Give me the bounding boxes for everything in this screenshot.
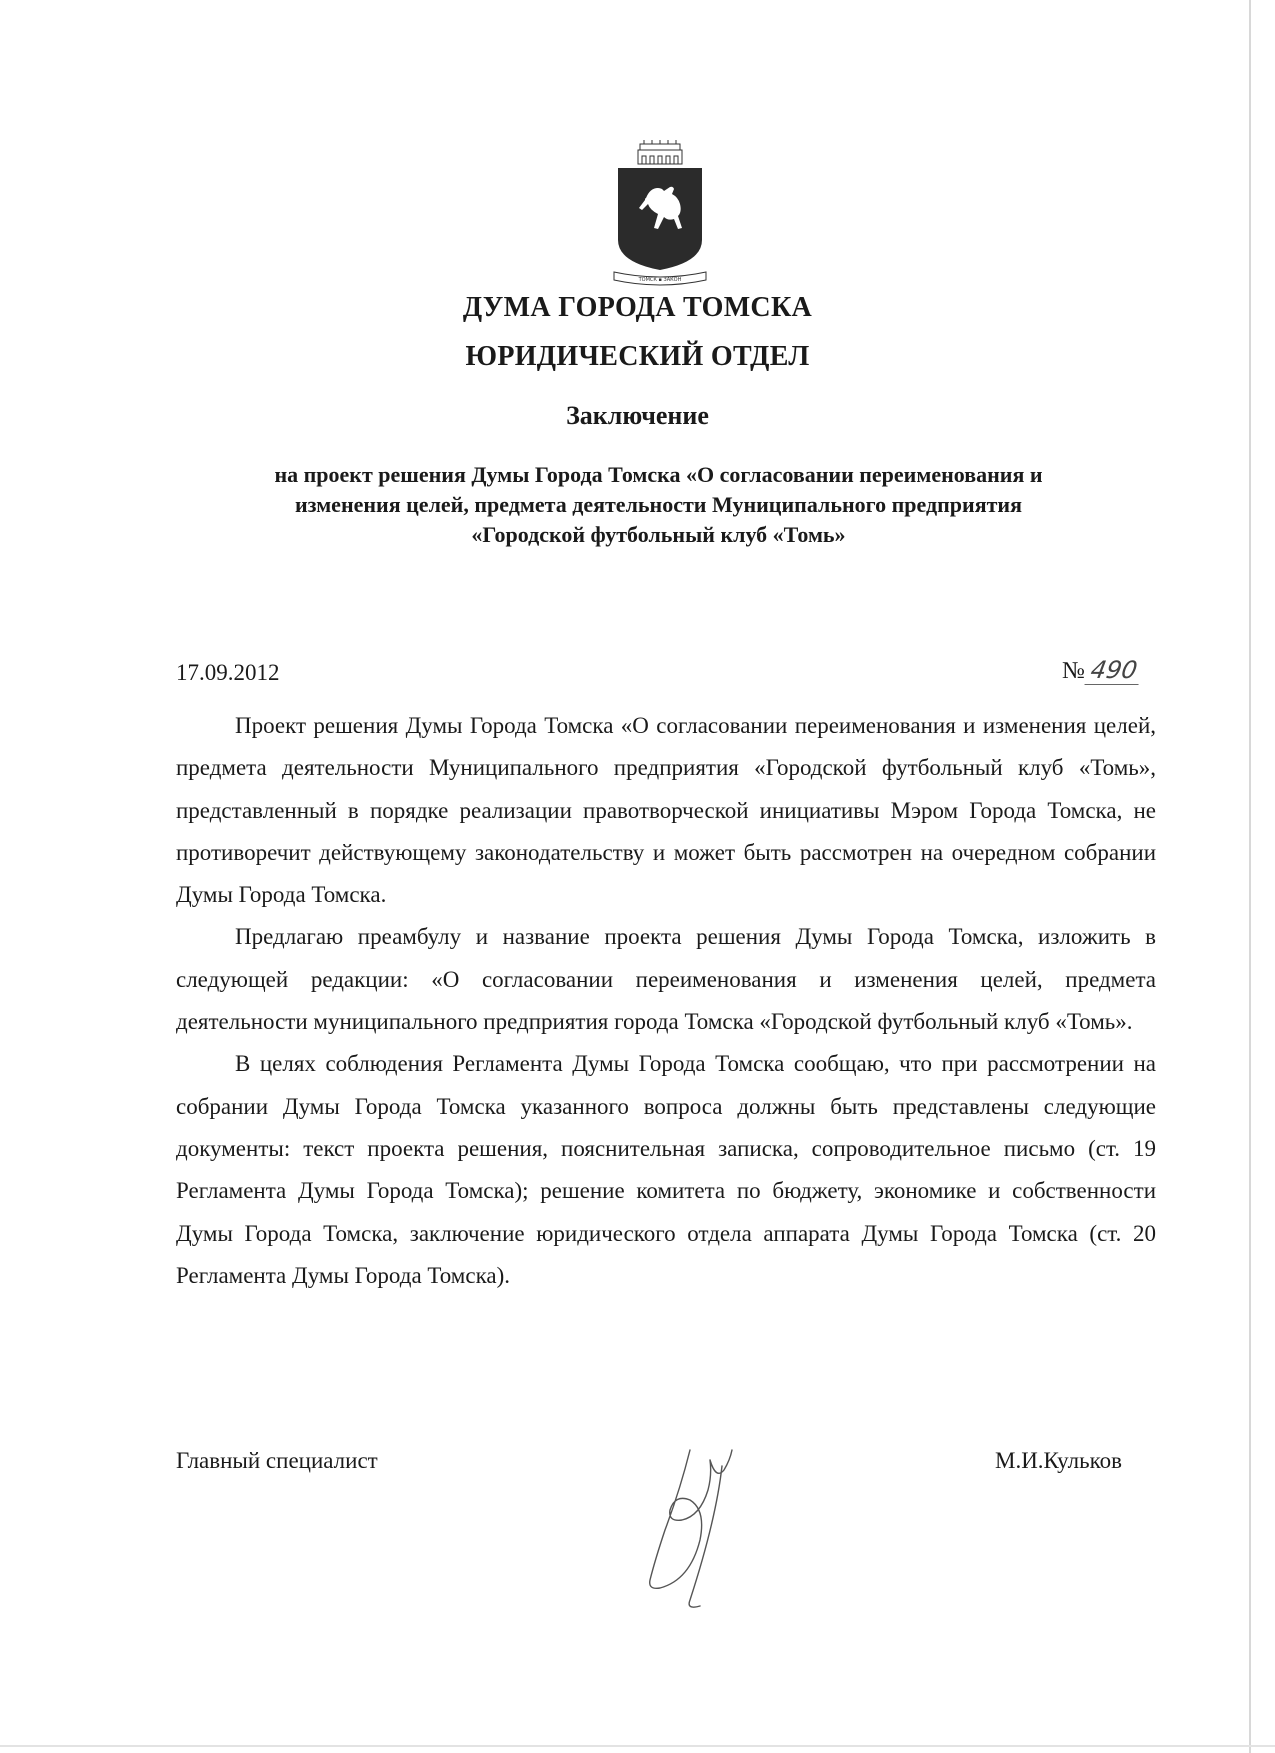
subject-line: на проект решения Думы Города Томска «О согласовании переименования и — [274, 462, 1043, 487]
scan-edge-bottom — [0, 1745, 1275, 1747]
scan-edge — [1249, 0, 1251, 1753]
subject-line: «Городской футбольный клуб «Томь» — [471, 522, 846, 547]
signatory-name: М.И.Кульков — [995, 1448, 1122, 1473]
body-paragraph: Проект решения Думы Города Томска «О согласовании переименования и изменения целей, предмета деятельности Муниципального предприятия «Городской футбольный клуб «Томь», представленный в порядке реализации правотворческой инициативы Мэром Города Томска, не противоречит действующему законодательству и может быть рассмотрен на очередном собрании Думы Города Томска. — [176, 713, 1156, 908]
document-subject — [176, 460, 1141, 550]
body-paragraph: Предлагаю преамбулу и название проекта решения Думы Города Томска, изложить в следующей редакции: «О согласовании переименования и изменения целей, предмета деятельности муниципального предприятия города Томска «Городской футбольный клуб «Томь». — [176, 924, 1156, 1035]
document-date: 17.09.2012 — [176, 660, 280, 685]
document-body — [176, 705, 1156, 1297]
crown-icon — [638, 140, 682, 164]
emblem-ribbon-text: ТОМСК ▪ ЗАКОН — [638, 277, 682, 283]
document-title: Заключение — [566, 401, 709, 430]
handwritten-number: 490 — [1084, 656, 1143, 685]
body-paragraph: В целях соблюдения Регламента Думы Города Томска сообщаю, что при рассмотрении на собрании Думы Города Томска указанного вопроса должны быть представлены следующие документы: текст проекта решения, пояснительная записка, сопроводительное письмо (ст. 19 Регламента Думы Города Томска); решение комитета по бюджету, экономике и собственности Думы Города Томска, заключение юридического отдела аппарата Думы Города Томска (ст. 20 Регламента Думы Города Томска). — [176, 1051, 1156, 1288]
document-number — [1062, 656, 1141, 685]
handwritten-signature-icon — [620, 1430, 760, 1610]
department-name: ЮРИДИЧЕСКИЙ ОТДЕЛ — [465, 341, 810, 372]
subject-line: изменения целей, предмета деятельности Муниципального предприятия — [294, 492, 1022, 517]
tomsk-coat-of-arms-icon — [610, 140, 710, 290]
signatory-role: Главный специалист — [176, 1448, 378, 1473]
organization-name: ДУМА ГОРОДА ТОМСКА — [462, 292, 813, 323]
number-label: № — [1062, 658, 1085, 684]
